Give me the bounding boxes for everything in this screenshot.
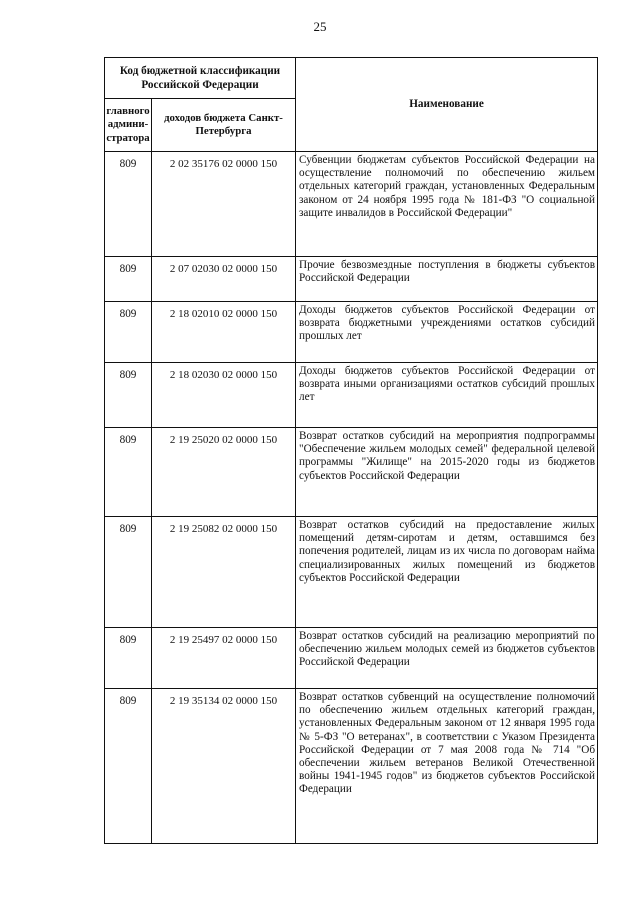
income-name: Прочие безвозмездные поступления в бюджеты субъектов Российской Федерации xyxy=(296,257,598,302)
header-name: Наименование xyxy=(296,58,598,152)
income-code: 2 19 35134 02 0000 150 xyxy=(152,689,296,844)
admin-code: 809 xyxy=(105,302,152,363)
income-name: Возврат остатков субсидий на предоставление жилых помещений детям-сиротам и детям, оставшимся без попечения родителей, лицам из их числа по договорам найма специализированных жилых помещений из бюджетов субъектов Российской Федерации xyxy=(296,517,598,628)
header-classification-group: Код бюджетной классификации Российской Федерации xyxy=(105,58,296,99)
header-income: доходов бюджета Санкт-Петербурга xyxy=(152,99,296,152)
table-row xyxy=(105,689,598,844)
income-code: 2 19 25082 02 0000 150 xyxy=(152,517,296,628)
income-code: 2 18 02010 02 0000 150 xyxy=(152,302,296,363)
budget-classification-table xyxy=(104,57,598,844)
income-name: Субвенции бюджетам субъектов Российской Федерации на осуществление полномочий по обеспечению жильем отдельных категорий граждан, установленных Федеральным законом от 24 ноября 1995 года № 181-ФЗ "О социальной защите инвалидов в Российской Федерации" xyxy=(296,152,598,257)
table-row xyxy=(105,517,598,628)
income-code: 2 18 02030 02 0000 150 xyxy=(152,363,296,428)
income-code: 2 07 02030 02 0000 150 xyxy=(152,257,296,302)
table-row xyxy=(105,428,598,517)
table-row xyxy=(105,302,598,363)
admin-code: 809 xyxy=(105,257,152,302)
income-name: Возврат остатков субвенций на осуществление полномочий по обеспечению жильем отдельных категорий граждан, установленных Федеральным законом от 12 января 1995 года № 5-ФЗ "О ветеранах", в соответствии с Указом Президента Российской Федерации от 7 мая 2008 года № 714 "Об обеспечении жильем ветеранов Великой Отечественной войны 1941-1945 годов" из бюджетов субъектов Российской Федерации xyxy=(296,689,598,844)
admin-code: 809 xyxy=(105,628,152,689)
page-number: 25 xyxy=(313,19,327,34)
admin-code: 809 xyxy=(105,152,152,257)
income-code: 2 02 35176 02 0000 150 xyxy=(152,152,296,257)
income-code: 2 19 25497 02 0000 150 xyxy=(152,628,296,689)
table-row xyxy=(105,152,598,257)
income-code: 2 19 25020 02 0000 150 xyxy=(152,428,296,517)
income-name: Возврат остатков субсидий на мероприятия подпрограммы "Обеспечение жильем молодых семей" федеральной целевой программы "Жилище" на 2015-2020 годы из бюджетов субъектов Российской Федерации xyxy=(296,428,598,517)
admin-code: 809 xyxy=(105,689,152,844)
table-row xyxy=(105,257,598,302)
admin-code: 809 xyxy=(105,363,152,428)
income-name: Доходы бюджетов субъектов Российской Федерации от возврата иными организациями остатков субсидий прошлых лет xyxy=(296,363,598,428)
income-name: Доходы бюджетов субъектов Российской Федерации от возврата бюджетными учреждениями остатков субсидий прошлых лет xyxy=(296,302,598,363)
header-admin: главного админи-стратора xyxy=(105,99,152,152)
admin-code: 809 xyxy=(105,428,152,517)
admin-code: 809 xyxy=(105,517,152,628)
income-name: Возврат остатков субсидий на реализацию мероприятий по обеспечению жильем молодых семей из бюджетов субъектов Российской Федерации xyxy=(296,628,598,689)
table-row xyxy=(105,628,598,689)
table-row xyxy=(105,363,598,428)
